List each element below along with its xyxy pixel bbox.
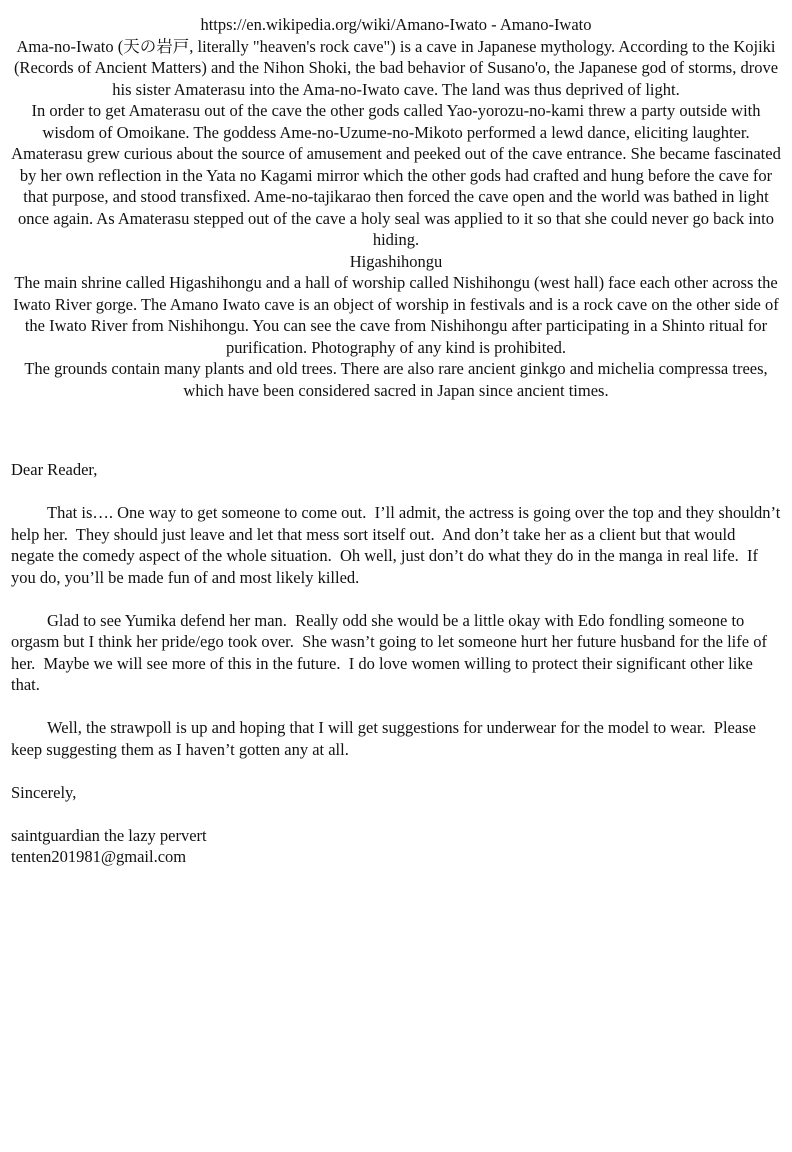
source-url-line: https://en.wikipedia.org/wiki/Amano-Iwato - Amano-Iwato: [200, 15, 592, 34]
wiki-paragraph: In order to get Amaterasu out of the cave the other gods called Yao-yorozu-no-kami threw a party outside with wisdom of Omoikane. The goddess Ame-no-Uzume-no-Mikoto performed a lewd dance, eliciting laughter. Amaterasu grew curious about the source of amusement and peeked out of the cave entrance. She became fascinated by her own reflection in the Yata no Kagami mirror which the other gods had crafted and hung before the cave for that purpose, and stood transfixed. Ame-no-tajikarao then forced the cave open and the world was bathed in light once again. As Amaterasu stepped out of the cave a holy seal was applied to it so that she could never go back into hiding.: [11, 101, 785, 249]
signature-block: [11, 825, 781, 868]
letter-salutation: Dear Reader,: [11, 460, 98, 479]
signature-name: saintguardian the lazy pervert: [11, 825, 207, 845]
signature-email: tenten201981@gmail.com: [11, 847, 187, 866]
letter-paragraph: That is…. One way to get someone to come out. I’ll admit, the actress is going over the top and they shouldn’t help her. They should just leave and let that mess sort itself out. And don’t take her as a client but that would negate the comedy aspect of the whole situation. Oh well, just don’t do what they do in the manga in real life. If you do, you’ll be made fun of and most likely killed.: [11, 503, 785, 587]
letter-paragraph: Well, the strawpoll is up and hoping that I will get suggestions for underwear for the model to wear. Please keep suggesting them as I haven’t gotten any at all.: [11, 718, 761, 759]
reader-letter-section: [11, 459, 785, 868]
wiki-paragraph: The main shrine called Higashihongu and a hall of worship called Nishihongu (west hall) face each other across the Iwato River gorge. The Amano Iwato cave is an object of worship in festivals and is a rock cave on the other side of the Iwato River from Nishihongu. You can see the cave from Nishihongu after participating in a Shinto ritual for purification. Photography of any kind is prohibited.: [13, 273, 783, 357]
letter-closing: Sincerely,: [11, 782, 77, 802]
wiki-paragraph: Ama-no-Iwato (天の岩戸, literally "heaven's rock cave") is a cave in Japanese mythology. According to the Kojiki (Records of Ancient Matters) and the Nihon Shoki, the bad behavior of Susano'o, the Japanese god of storms, drove his sister Amaterasu into the Ama-no-Iwato cave. The land was thus deprived of light.: [13, 36, 783, 99]
wiki-paragraph: The grounds contain many plants and old trees. There are also rare ancient ginkgo and michelia compressa trees, which have been considered sacred in Japan since ancient times.: [24, 359, 772, 400]
wiki-section-heading: Higashihongu: [349, 251, 443, 271]
wiki-excerpt-section: [11, 14, 785, 401]
letter-paragraph: Glad to see Yumika defend her man. Really odd she would be a little okay with Edo fondling someone to orgasm but I think her pride/ego took over. She wasn’t going to let someone hurt her future husband for the life of her. Maybe we will see more of this in the future. I do love women willing to protect their significant other like that.: [11, 610, 772, 694]
